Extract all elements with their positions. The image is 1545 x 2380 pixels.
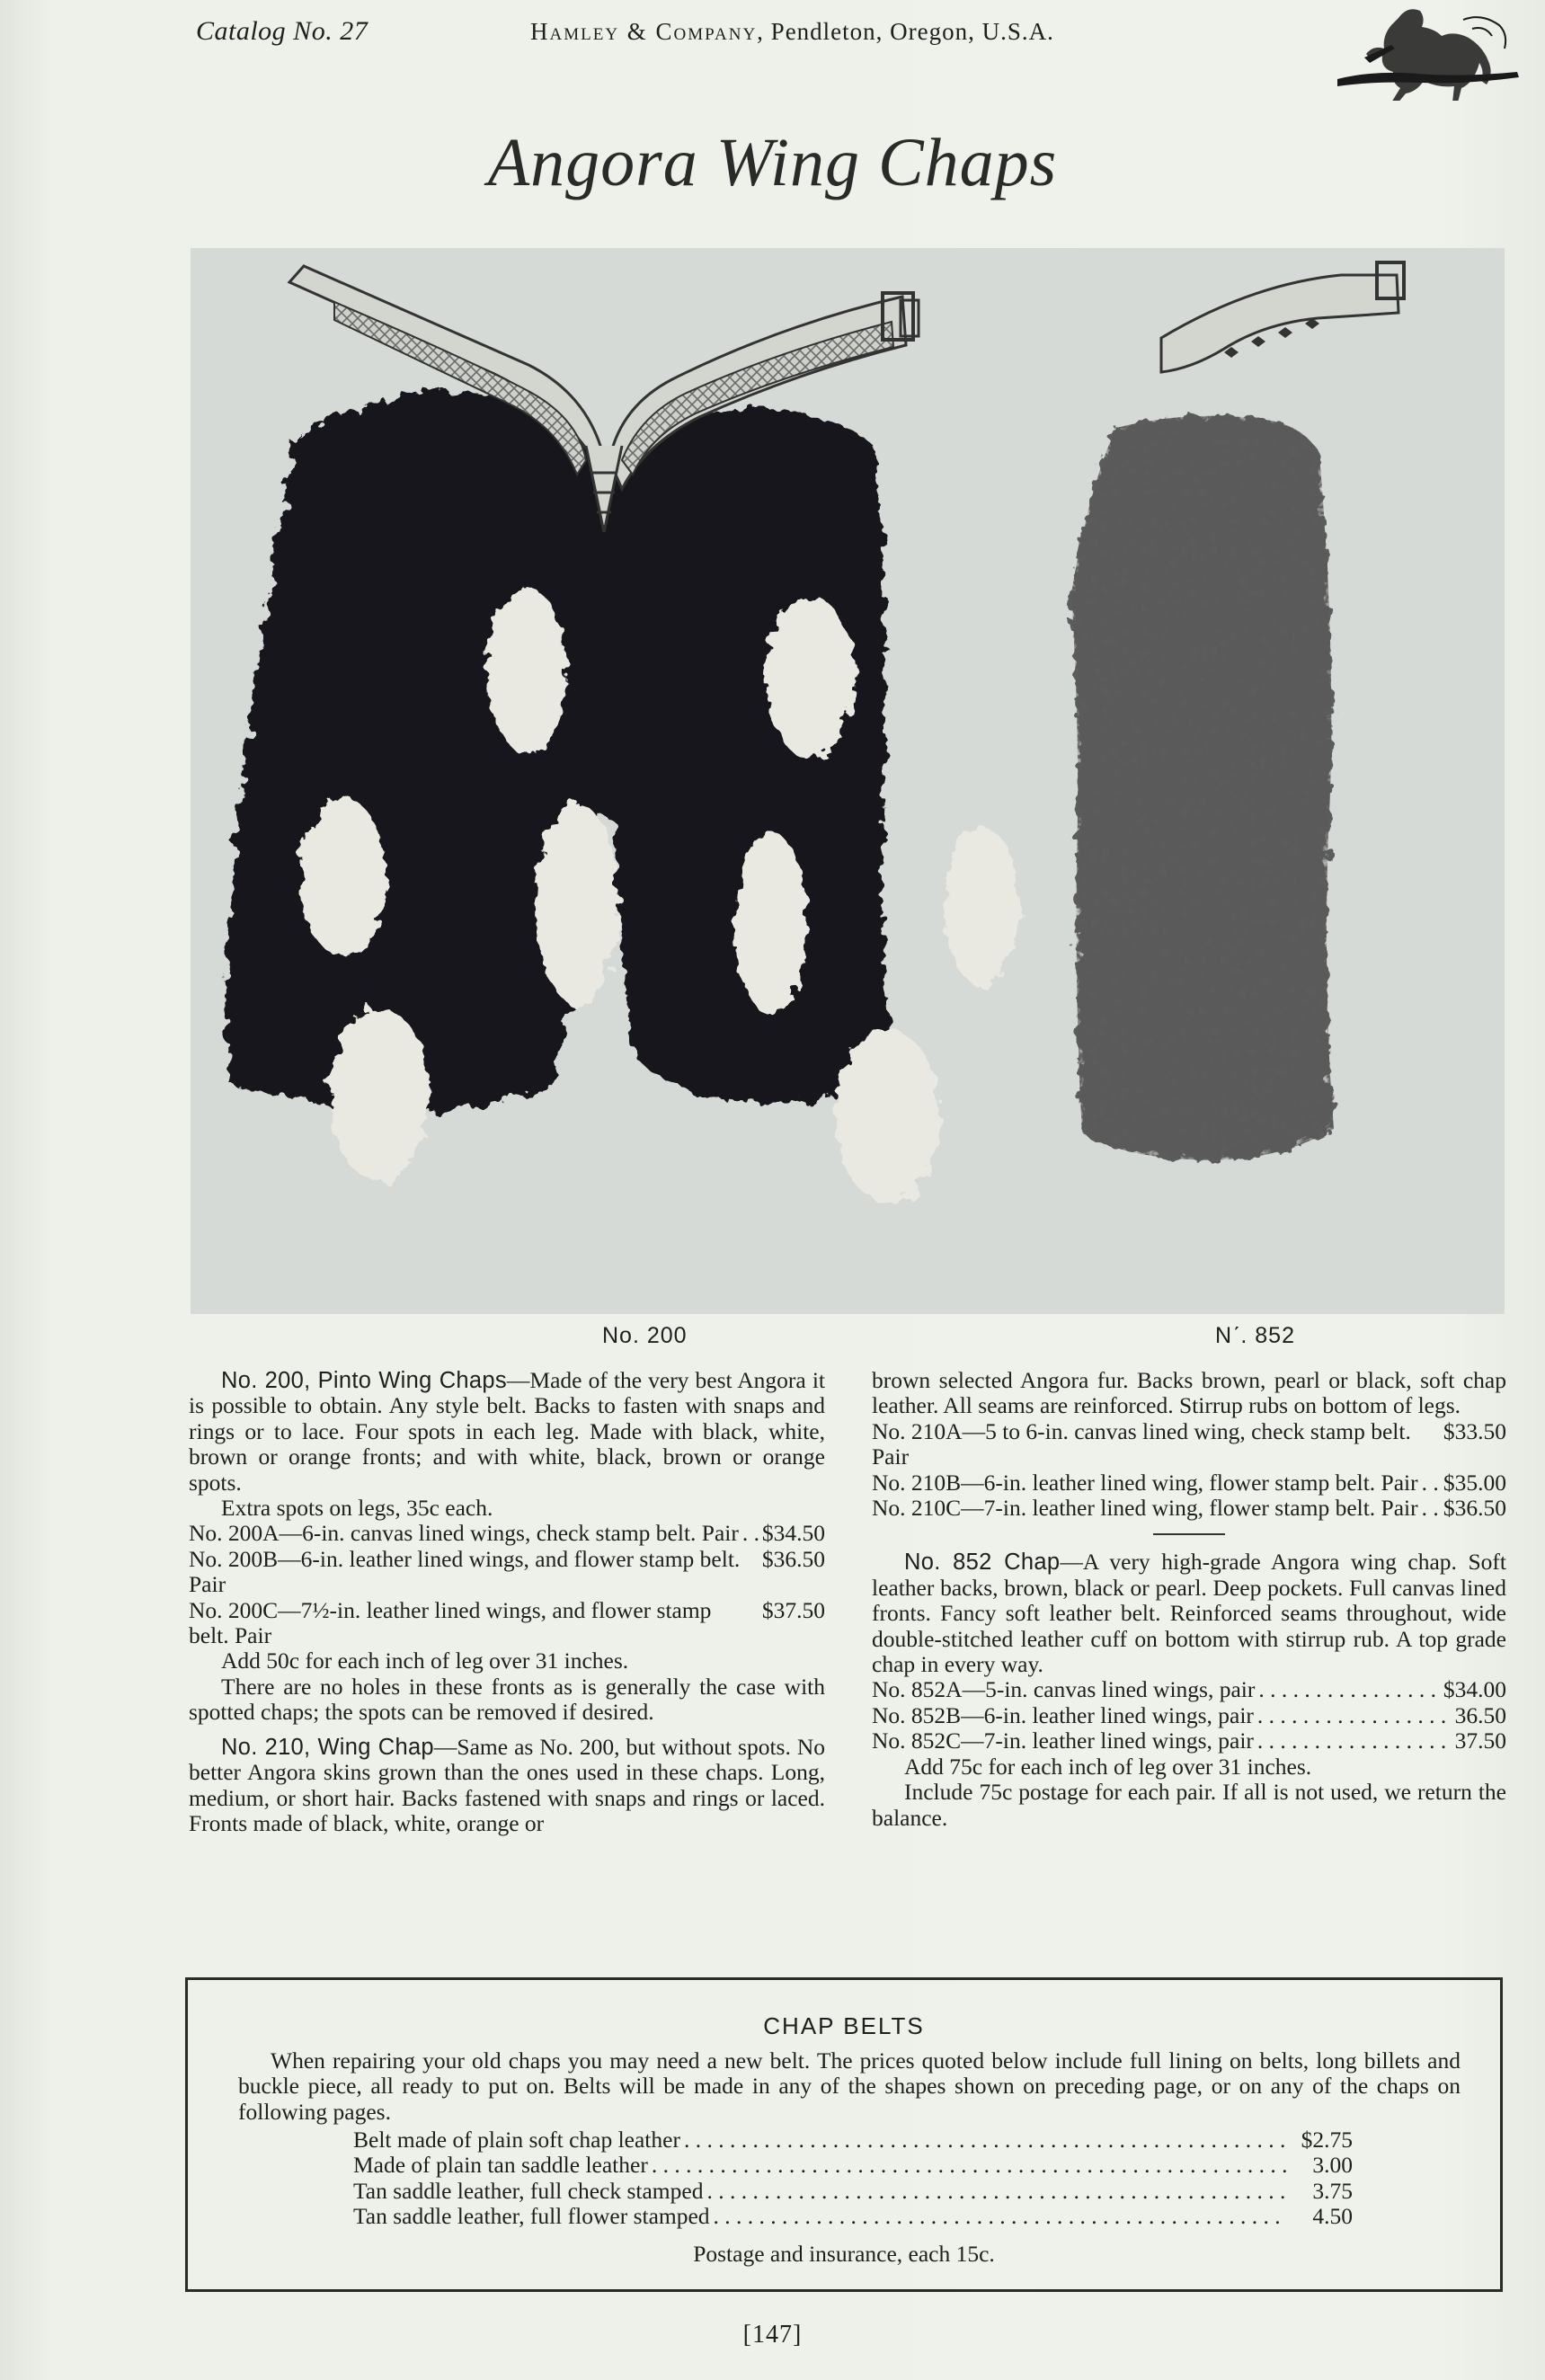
no-210-description — [189, 1735, 825, 1837]
price-line-210b — [872, 1470, 1506, 1496]
item-200c-price: $37.50 — [761, 1596, 825, 1623]
price-line-210a — [872, 1419, 1506, 1470]
chap-belts-intro: When repairing your old chaps you may need a new belt. The prices quoted below include full lining on belts, long billets and buckle piece, all ready to put on. Belts will be made in any of the shapes shown on preceding page, or on any of the chaps on following pages. — [238, 2047, 1461, 2125]
no-852-body: —A very high-grade Angora wing chap. Soft leather backs, brown, black or pearl. Deep pockets. Full canvas lined fronts. Fancy soft leather belt. Reinforced seams throughout, wide double-stitched leather cuff on bottom with stirrup rub. A top grade chap in every way. — [872, 1549, 1506, 1678]
item-200c-desc: No. 200C—7½-in. leather lined wings, and flower stamp belt. Pair — [189, 1596, 712, 1649]
price-line-852a — [872, 1677, 1506, 1702]
item-210c-desc: No. 210C—7-in. leather lined wing, flower stamp belt. Pair — [872, 1495, 1418, 1522]
price-line-200b — [189, 1547, 825, 1598]
chap-belts-title: CHAP BELTS — [763, 2012, 925, 2039]
belt-price-list — [353, 2127, 1353, 2230]
item-852b-desc: No. 852B—6-in. leather lined wings, pair — [872, 1701, 1254, 1728]
belt-label: Tan saddle leather, full check stamped — [353, 2177, 704, 2204]
item-200a-price: $34.50 — [761, 1520, 825, 1547]
no-852-description — [872, 1550, 1506, 1677]
belt-price: $2.75 — [1301, 2127, 1353, 2153]
company-name: Hamley & Company — [530, 18, 758, 45]
no-200-lead: No. 200, Pinto Wing Chaps — [221, 1368, 507, 1393]
item-852b-price: 36.50 — [1454, 1701, 1506, 1728]
belt-label: Belt made of plain soft chap leather — [353, 2127, 680, 2153]
holes-note: There are no holes in these fronts as is generally the case with spotted chaps; the spots can be removed if desired. — [189, 1673, 825, 1726]
catalog-number: Catalog No. 27 — [196, 16, 368, 46]
belt-price: 4.50 — [1312, 2203, 1353, 2230]
page-header — [0, 16, 1545, 61]
right-text-column — [872, 1368, 1506, 1831]
price-line-200c — [189, 1598, 825, 1649]
leg-length-note-852: Add 75c for each inch of leg over 31 inches. — [904, 1753, 1312, 1780]
item-852a-price: $34.00 — [1443, 1676, 1506, 1703]
belt-label: Made of plain tan saddle leather — [353, 2152, 648, 2179]
price-line-852b — [872, 1703, 1506, 1728]
belt-row — [353, 2153, 1353, 2178]
caption-no-852: Nʹ. 852 — [1215, 1323, 1295, 1348]
belt-row — [353, 2127, 1353, 2153]
company-line — [530, 18, 1054, 46]
no-210-body: —Same as No. 200, but without spots. No better Angora skins grown than the ones used in these chaps. Long, medium, or short hair. Backs fastened with snaps and rings or laced. Fronts made of black, white, orange or — [189, 1733, 825, 1836]
item-852c-price: 37.50 — [1454, 1727, 1506, 1754]
price-line-852c — [872, 1728, 1506, 1754]
item-210a-desc: No. 210A—5 to 6-in. canvas lined wing, check stamp belt. Pair — [872, 1417, 1411, 1470]
no-200-description — [189, 1368, 825, 1496]
price-line-200a — [189, 1521, 825, 1546]
belt-price: 3.75 — [1312, 2177, 1353, 2204]
item-210a-price: $33.50 — [1443, 1417, 1506, 1444]
company-location: , Pendleton, Oregon, U.S.A. — [757, 18, 1054, 45]
page-title: Angora Wing Chaps — [487, 125, 1058, 200]
belt-postage-note: Postage and insurance, each 15c. — [693, 2241, 995, 2267]
item-852a-desc: No. 852A—5-in. canvas lined wings, pair — [872, 1676, 1256, 1703]
belt-row — [353, 2204, 1353, 2229]
section-divider — [1153, 1533, 1225, 1535]
belt-row — [353, 2179, 1353, 2204]
chap-belts-box — [185, 1977, 1503, 2292]
item-200b-price: $36.50 — [761, 1545, 825, 1572]
item-852c-desc: No. 852C—7-in. leather lined wings, pair — [872, 1727, 1254, 1754]
postage-note-852: Include 75c postage for each pair. If all is not used, we return the balance. — [872, 1779, 1506, 1831]
caption-no-200: No. 200 — [602, 1323, 688, 1348]
extra-spots-note: Extra spots on legs, 35c each. — [221, 1495, 493, 1522]
belt-label: Tan saddle leather, full flower stamped — [353, 2203, 710, 2230]
item-210b-price: $35.00 — [1443, 1469, 1506, 1496]
no-852-lead: No. 852 Chap — [904, 1550, 1061, 1576]
no-210-lead: No. 210, Wing Chap — [221, 1734, 434, 1760]
page-number: [147] — [742, 2321, 803, 2349]
item-210b-desc: No. 210B—6-in. leather lined wing, flower stamp belt. Pair — [872, 1469, 1418, 1496]
left-text-column — [189, 1368, 825, 1836]
no-200-body: —Made of the very best Angora it is possible to obtain. Any style belt. Backs to fasten with snaps and rings or to lace. Four spots in each leg. Made with black, white, brown or orange fronts; and with white, black, brown or orange spots. — [189, 1367, 825, 1496]
leg-length-note: Add 50c for each inch of leg over 31 inches. — [221, 1647, 629, 1674]
belt-price: 3.00 — [1312, 2152, 1353, 2179]
price-line-210c — [872, 1496, 1506, 1521]
no-210-continued: brown selected Angora fur. Backs brown, pearl or black, soft chap leather. All seams are reinforced. Stirrup rubs on bottom of legs. — [872, 1367, 1506, 1419]
item-200a-desc: No. 200A—6-in. canvas lined wings, check stamp belt. Pair — [189, 1520, 739, 1547]
horse-and-rider-logo-icon — [1328, 2, 1528, 101]
item-200b-desc: No. 200B—6-in. leather lined wings, and flower stamp belt. Pair — [189, 1545, 741, 1598]
chaps-photograph — [191, 248, 1505, 1314]
item-210c-price: $36.50 — [1443, 1495, 1506, 1522]
